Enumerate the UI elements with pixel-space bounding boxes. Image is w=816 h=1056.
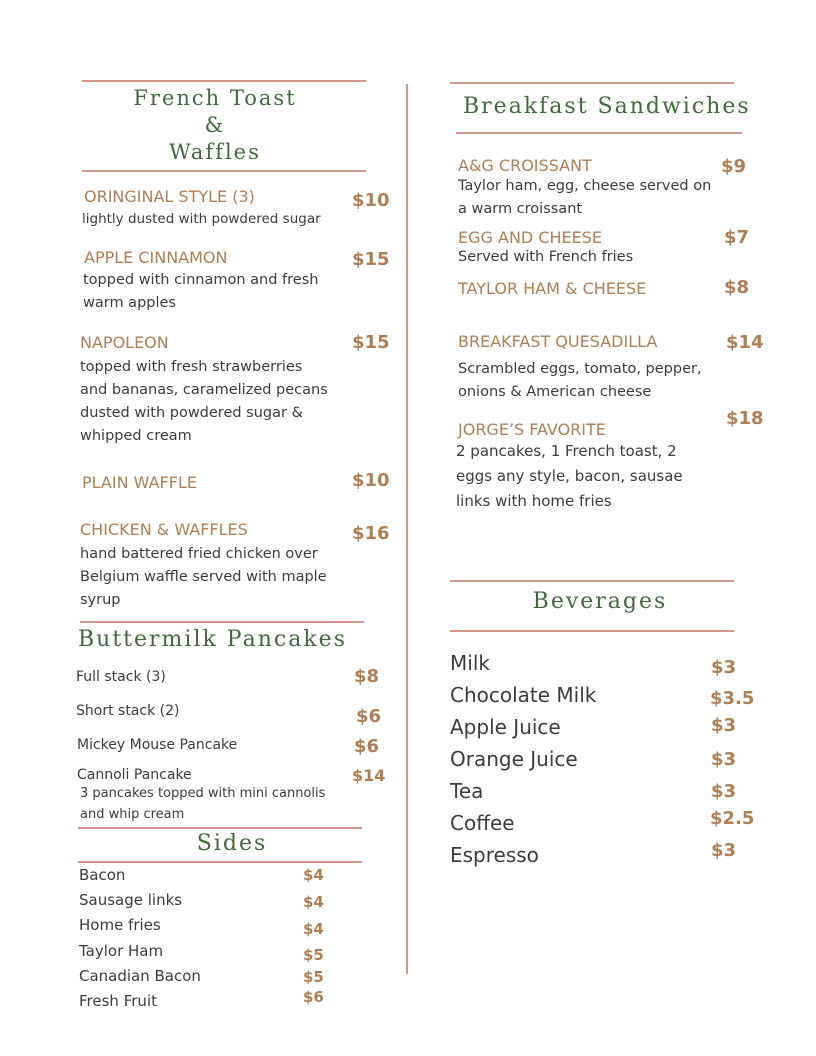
item-description-line: a warm croissant [458,201,583,217]
item-price: $5 [303,968,324,986]
item-description-line: topped with fresh strawberries [80,359,303,375]
menu-item-name: Short stack (2) [76,703,180,719]
menu-item-name: Espresso [450,843,539,867]
item-description-line: 2 pancakes, 1 French toast, 2 [456,442,677,460]
item-price: $3 [711,657,737,678]
item-price: $2.5 [710,808,755,829]
item-price: $9 [721,156,747,177]
divider [82,170,366,172]
item-price: $4 [303,893,324,911]
section-title-line1: French Toast [133,86,297,110]
section-title: Buttermilk Pancakes [78,627,347,652]
section-title: Sides [196,831,268,856]
item-price: $7 [724,227,750,248]
divider [450,580,734,582]
item-price: $4 [303,920,324,938]
item-description: lightly dusted with powdered sugar [82,211,321,227]
item-price: $15 [352,332,390,353]
section-title-line3: Waffles [169,140,261,164]
item-price: $8 [724,277,750,298]
item-name: EGG AND CHEESE [458,228,602,247]
menu-item-name: Chocolate Milk [450,683,597,707]
menu-item-name: Canadian Bacon [79,967,201,985]
divider [78,861,362,863]
item-price: $6 [356,706,382,727]
menu-item-name: Bacon [79,866,126,884]
divider [456,132,742,134]
item-price: $16 [352,523,390,544]
menu-item-name: Home fries [79,916,161,934]
item-description-line: and whip cream [80,807,185,822]
menu-item-name: Orange Juice [450,747,578,771]
item-description: Served with French fries [458,249,634,265]
item-name: CHICKEN & WAFFLES [80,520,248,539]
menu-item-name: Fresh Fruit [79,992,157,1010]
item-price: $3 [711,781,737,802]
menu-item-name: Milk [450,651,490,675]
item-description-line: hand battered fried chicken over [80,546,318,562]
menu-item-name: Tea [450,779,484,803]
item-price: $5 [303,946,324,964]
menu-item-name: Sausage links [79,891,183,909]
item-description-line: and bananas, caramelized pecans [80,382,328,398]
item-name: APPLE CINNAMON [84,248,228,267]
item-price: $6 [303,988,324,1006]
divider [450,630,734,632]
item-price: $10 [352,470,390,491]
item-price: $3 [711,715,737,736]
item-description-line: Taylor ham, egg, cheese served on [458,178,712,194]
item-price: $3.5 [710,688,755,709]
item-description-line: dusted with powdered sugar & [80,405,303,421]
item-name: TAYLOR HAM & CHEESE [458,279,647,298]
item-description-line: 3 pancakes topped with mini cannolis [80,786,326,801]
section-title: Beverages [532,589,668,614]
item-description-line: whipped cream [80,428,192,444]
menu-item-name: Apple Juice [450,715,561,739]
item-name: NAPOLEON [80,333,169,352]
item-price: $14 [726,332,764,353]
item-description-line: warm apples [83,295,176,311]
column-divider [406,84,408,974]
item-name: JORGE’S FAVORITE [458,420,606,439]
section-title: Breakfast Sandwiches [463,94,751,119]
section-title-line2: & [204,113,226,137]
divider [80,621,364,623]
item-description-line: syrup [80,592,121,608]
item-price: $3 [711,749,737,770]
item-description-line: Scrambled eggs, tomato, pepper, [458,361,702,377]
menu-item-name: Cannoli Pancake [77,767,192,783]
item-price: $3 [711,840,737,861]
item-description-line: topped with cinnamon and fresh [83,272,319,288]
menu-item-name: Mickey Mouse Pancake [77,737,238,753]
divider [78,827,362,829]
item-price: $14 [352,766,386,785]
menu-item-name: Taylor Ham [79,942,164,960]
item-name: PLAIN WAFFLE [82,473,197,492]
item-description-line: Belgium waffle served with maple [80,569,327,585]
divider [450,82,734,84]
item-price: $8 [354,666,380,687]
item-name: A&G CROISSANT [458,156,592,175]
item-price: $15 [352,249,390,270]
item-name: BREAKFAST QUESADILLA [458,332,658,351]
item-price: $18 [726,408,764,429]
item-description-line: eggs any style, bacon, sausae [456,467,683,485]
item-description-line: onions & American cheese [458,384,652,400]
menu-item-name: Full stack (3) [76,669,166,685]
divider [82,80,366,82]
item-price: $10 [352,190,390,211]
item-price: $6 [354,736,380,757]
menu-item-name: Coffee [450,811,515,835]
item-name: ORINGINAL STYLE (3) [84,187,255,206]
item-description-line: links with home fries [456,492,612,510]
item-price: $4 [303,866,324,884]
